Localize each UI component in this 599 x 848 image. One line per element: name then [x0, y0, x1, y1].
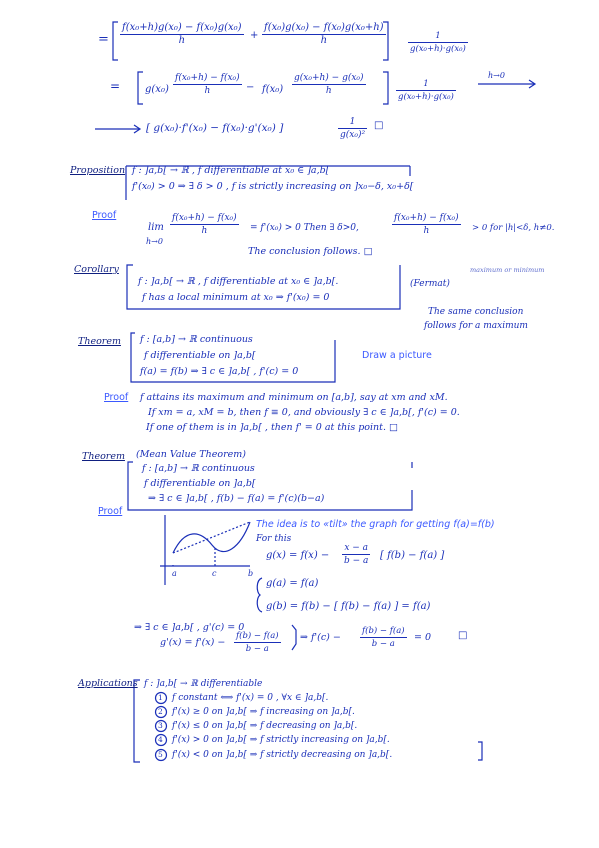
line2-minus: − — [246, 82, 255, 93]
theorem2-gdef: g(x) = f(x) − — [266, 550, 330, 561]
applications-label: Applications — [78, 678, 138, 689]
theorem2-c2-frac — [234, 630, 281, 655]
graph-axis-a: a — [172, 569, 177, 578]
line2-limit: h→0 — [488, 71, 505, 80]
eq-sign-1: = — [98, 32, 109, 47]
proposition-line1: f : ]a,b[ → ℝ , f differentiable at x₀ ∈ ]a,b[ — [132, 165, 330, 176]
line1-frac-b — [262, 22, 386, 47]
line3-qed: □ — [374, 120, 384, 131]
theorem2-gfrac — [342, 542, 370, 567]
line2-den2: h — [325, 86, 332, 96]
theorem1-line2: f differentiable on ]a,b[ — [144, 350, 256, 361]
line2-num1: f(x₀+h) − f(x₀) — [175, 73, 240, 83]
theorem2-for-this: For this — [256, 534, 292, 544]
line2-den1: h — [204, 86, 211, 96]
app-item-5: f'(x) < 0 on ]a,b[ ⇒ f strictly decreasing on ]a,b[. — [172, 750, 393, 760]
app-item-5-num: 5 — [158, 750, 163, 759]
theorem2-c2: g'(x) = f'(x) − — [160, 637, 226, 648]
line3-frac — [338, 116, 367, 141]
c3-num: f(b) − f(a) — [362, 626, 405, 636]
line1-num1: f(x₀+h)g(x₀) − f(x₀)g(x₀) — [122, 22, 242, 33]
line3-frac-num: 1 — [338, 116, 367, 129]
line1-frac-den: g(x₀+h)·g(x₀) — [410, 44, 466, 54]
theorem1-proof-2: If xm = a, xM = b, then f ≡ 0, and obviously ∃ c ∈ ]a,b[, f'(c) = 0. — [148, 407, 460, 418]
theorem1-proof-1: f attains its maximum and minimum on [a,b], say at xm and xM. — [140, 392, 448, 403]
theorem1-draw-note: Draw a picture — [362, 350, 432, 361]
line2-one-den: g(x₀+h)·g(x₀) — [398, 92, 454, 102]
theorem2-line3: ⇒ ∃ c ∈ ]a,b[ , f(b) − f(a) = f'(c)(b−a) — [148, 493, 325, 504]
theorem2-line1: f : [a,b] → ℝ continuous — [142, 463, 255, 474]
line2-frac-a — [173, 72, 242, 97]
theorem2-ga: g(a) = f(a) — [266, 578, 319, 589]
c2-den: b − a — [245, 644, 269, 654]
app-item-2-num: 2 — [158, 707, 163, 716]
eq-sign-2: = — [110, 79, 121, 93]
gfrac-den: b − a — [344, 556, 369, 566]
line3-expr: [ g(x₀)·f'(x₀) − f(x₀)·g'(x₀) ] — [146, 122, 284, 134]
proof-den-2: h — [423, 226, 430, 236]
corollary-same-1: The same conclusion — [428, 307, 524, 317]
app-item-4-num: 4 — [158, 735, 163, 744]
proof-den-1: h — [201, 226, 208, 236]
theorem2-title: (Mean Value Theorem) — [136, 449, 246, 460]
app-item-3-num: 3 — [158, 721, 163, 730]
line2-frac-b — [292, 72, 366, 97]
proof-num-1: f(x₀+h) − f(x₀) — [172, 213, 237, 223]
app-item-4: f'(x) > 0 on ]a,b[ ⇒ f strictly increasing on ]a,b[. — [172, 735, 390, 745]
theorem1-line3: f(a) = f(b) ⇒ ∃ c ∈ ]a,b[ , f'(c) = 0 — [140, 366, 299, 377]
line2-frac-c — [396, 78, 456, 103]
line1-num2: f(x₀)g(x₀) − f(x₀)g(x₀+h) — [264, 22, 384, 33]
theorem2-proof-label: Proof — [98, 506, 123, 517]
app-item-1-num: 1 — [158, 693, 163, 702]
theorem1-line1: f : [a,b] → ℝ continuous — [140, 334, 253, 345]
line2-one-num: 1 — [396, 78, 456, 91]
proof-lim-sub: h→0 — [146, 237, 163, 246]
theorem2-gdef-end: [ f(b) − f(a) ] — [380, 550, 445, 561]
theorem2-gb: g(b) = f(b) − [ f(b) − f(a) ] = f(a) — [266, 601, 431, 612]
graph-axis-b: b — [248, 569, 254, 578]
theorem2-c3-frac — [360, 625, 407, 650]
applications-head: f : ]a,b[ → ℝ differentiable — [144, 679, 263, 689]
theorem1-proof-3: If one of them is in ]a,b[ , then f' = 0 at this point. □ — [146, 422, 399, 433]
proof-conclusion: The conclusion follows. □ — [248, 246, 373, 257]
line1-frac-c — [408, 30, 468, 55]
theorem2-c3-end: = 0 — [414, 632, 432, 643]
corollary-label: Corollary — [74, 264, 119, 275]
line1-frac-a — [120, 22, 244, 47]
line2-num2: g(x₀+h) − g(x₀) — [294, 73, 364, 83]
line1-den2: h — [320, 35, 328, 46]
proof-mid: = f'(x₀) > 0 Then ∃ δ>0, — [250, 223, 359, 233]
graph-axis-c: c — [212, 569, 217, 578]
corollary-side-note: maximum or minimum — [470, 266, 545, 274]
proof-frac-2 — [392, 212, 461, 237]
proof-lim: lim — [148, 222, 164, 233]
corollary-fermat: (Fermat) — [410, 279, 450, 289]
app-item-3: f'(x) ≤ 0 on ]a,b[ ⇒ f decreasing on ]a,b[. — [172, 721, 358, 731]
proposition-label: Proposition — [70, 165, 126, 176]
corollary-line1: f : ]a,b[ → ℝ , f differentiable at x₀ ∈ ]a,b[. — [138, 276, 339, 287]
proof-end: > 0 for |h|<δ, h≠0. — [472, 223, 555, 233]
theorem2-idea: The idea is to «tilt» the graph for getting f(a)=f(b) — [256, 519, 495, 530]
line1-den1: h — [178, 35, 186, 46]
theorem2-line2: f differentiable on ]a,b[ — [144, 478, 256, 489]
line2-fx0: f(x₀) — [262, 84, 284, 95]
proof-frac-1 — [170, 212, 239, 237]
theorem1-label: Theorem — [78, 336, 121, 347]
theorem2-label: Theorem — [82, 451, 125, 462]
theorem2-c1: ⇒ ∃ c ∈ ]a,b[ , g'(c) = 0 — [134, 622, 245, 633]
app-item-2: f'(x) ≥ 0 on ]a,b[ ⇒ f increasing on ]a,b[. — [172, 707, 355, 717]
line1-frac-num: 1 — [408, 30, 468, 43]
gfrac-num: x − a — [342, 542, 370, 555]
theorem2-qed: □ — [458, 630, 468, 641]
proposition-line2: f'(x₀) > 0 ⇒ ∃ δ > 0 , f is strictly increasing on ]x₀−δ, x₀+δ[ — [132, 181, 414, 192]
corollary-line2: f has a local minimum at x₀ ⇒ f'(x₀) = 0 — [142, 292, 330, 303]
app-item-1: f constant ⟺ f'(x) = 0 , ∀x ∈ ]a,b[. — [172, 693, 329, 703]
c2-num: f(b) − f(a) — [236, 631, 279, 641]
theorem1-proof-label: Proof — [104, 392, 129, 403]
line1-plus: + — [250, 30, 259, 41]
proposition-proof-label: Proof — [92, 210, 117, 221]
theorem2-c3: ⇒ f'(c) − — [300, 632, 341, 643]
c3-den: b − a — [371, 639, 395, 649]
line3-frac-den: g(x₀)² — [340, 130, 366, 140]
proof-num-2: f(x₀+h) − f(x₀) — [394, 213, 459, 223]
line2-gx0: g(x₀) — [145, 84, 169, 95]
corollary-same-2: follows for a maximum — [424, 321, 528, 331]
